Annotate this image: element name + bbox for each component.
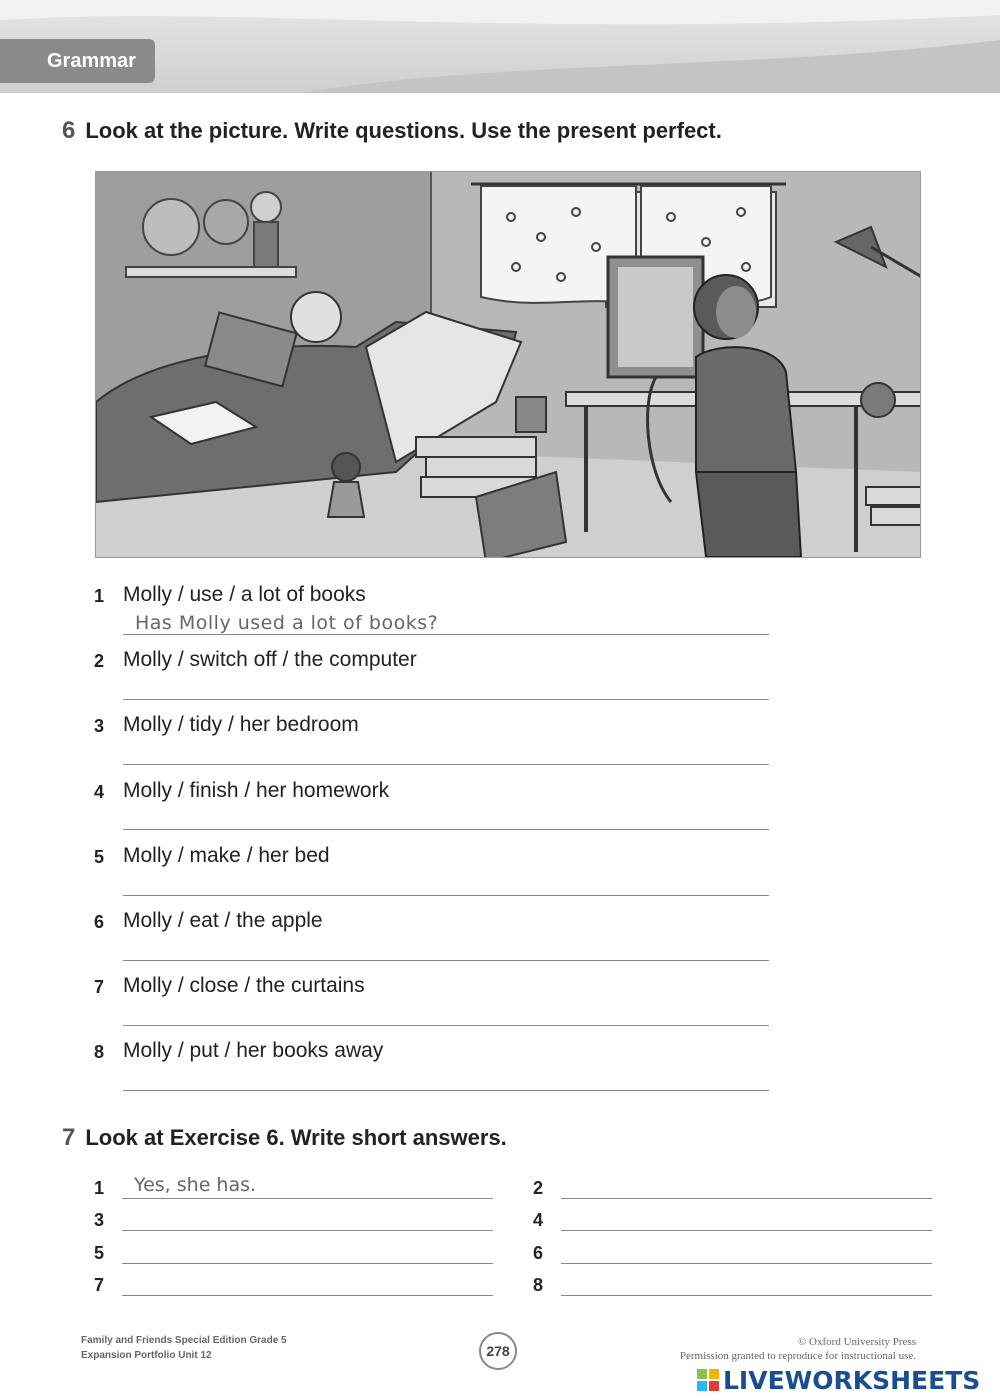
exercise-7-heading [62,1124,507,1152]
short-answer-number: 2 [533,1178,544,1198]
question-prompt: Molly / switch off / the computer [123,648,417,671]
short-answer-number: 4 [533,1210,544,1230]
answer-line [123,1090,769,1091]
answer-line [561,1198,932,1199]
short-answer-number: 5 [94,1243,105,1263]
exercise-instruction: Look at the picture. Write questions. Use the present perfect. [85,118,722,143]
short-answer-number: 3 [94,1210,105,1230]
question-number: 6 [94,912,105,932]
liveworksheets-logo[interactable] [697,1365,980,1395]
short-answer-field[interactable]: Yes, she has. [134,1174,257,1196]
question-answer-field[interactable]: Has Molly used a lot of books? [135,612,439,634]
bedroom-scene-illustration [96,172,921,558]
answer-line [123,1025,769,1026]
answer-line [561,1230,932,1231]
bedroom-illustration [95,171,921,558]
question-number: 1 [94,586,105,606]
exercise-number: 6 [62,117,76,144]
copyright-notice [680,1335,916,1363]
book-unit: Expansion Portfolio Unit 12 [81,1350,212,1361]
question-prompt: Molly / put / her books away [123,1039,384,1062]
answer-line [122,1198,493,1199]
short-answer-number: 7 [94,1275,105,1295]
question-number: 7 [94,977,105,997]
section-tab: Grammar [0,39,155,83]
question-prompt: Molly / finish / her homework [123,779,390,802]
question-prompt: Molly / close / the curtains [123,974,365,997]
short-answer-number: 8 [533,1275,544,1295]
liveworksheets-grid-icon [697,1369,719,1391]
answer-line [122,1230,493,1231]
liveworksheets-brand: LIVEWORKSHEETS [723,1365,981,1395]
question-prompt: Molly / tidy / her bedroom [123,713,359,736]
question-number: 4 [94,782,105,802]
answer-line [123,829,769,830]
answer-line [123,960,769,961]
question-prompt: Molly / use / a lot of books [123,583,366,606]
question-number: 5 [94,847,105,867]
answer-line [122,1295,493,1296]
exercise-number: 7 [62,1124,76,1151]
answer-line [122,1263,493,1264]
answer-line [123,764,769,765]
book-info [81,1333,287,1363]
exercise-6-heading [62,117,722,145]
page-number: 278 [479,1332,517,1370]
short-answer-number: 1 [94,1178,105,1198]
question-prompt: Molly / eat / the apple [123,909,323,932]
answer-line [123,634,769,635]
question-number: 2 [94,651,105,671]
question-number: 3 [94,716,105,736]
book-title: Family and Friends Special Edition Grade 5 [81,1335,287,1346]
answer-line [123,895,769,896]
permission-line: Permission granted to reproduce for instructional use. [679,1350,916,1362]
answer-line [561,1263,932,1264]
question-number: 8 [94,1042,105,1062]
copyright-line: © Oxford University Press [797,1336,916,1348]
answer-line [123,699,769,700]
short-answer-number: 6 [533,1243,544,1263]
question-prompt: Molly / make / her bed [123,844,330,867]
exercise-instruction: Look at Exercise 6. Write short answers. [85,1125,507,1150]
answer-line [561,1295,932,1296]
